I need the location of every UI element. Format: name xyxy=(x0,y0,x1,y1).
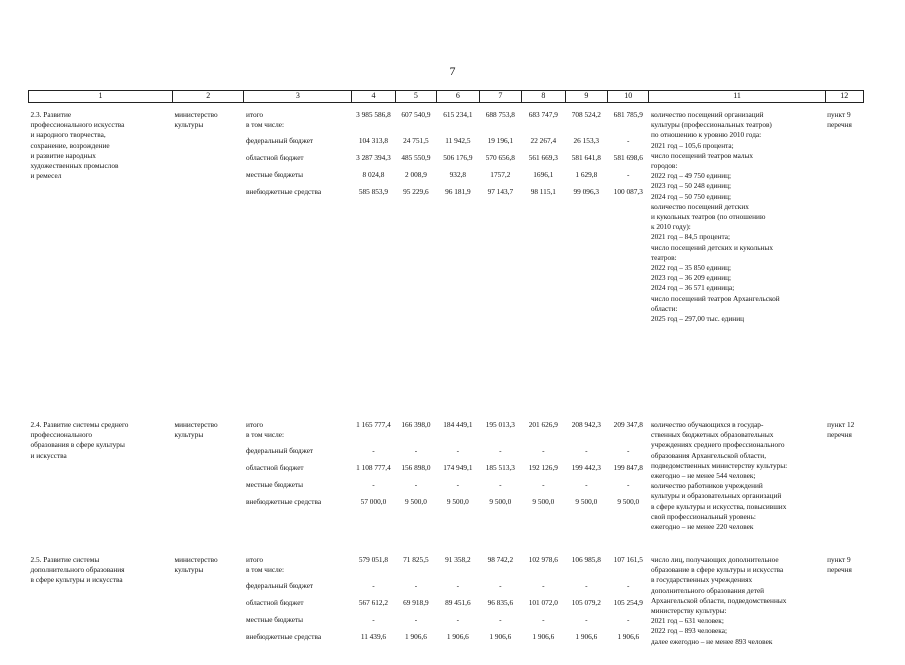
funding-value: 96 181,9 xyxy=(445,187,471,196)
funding-value: - xyxy=(627,615,630,624)
funding-value: 101 072,0 xyxy=(528,598,558,607)
funding-source: итого в том числе: xyxy=(245,110,285,130)
column-number: 3 xyxy=(244,91,352,103)
funding-source: внебюджетные средства xyxy=(245,187,322,196)
funding-value: 581 698,6 xyxy=(613,153,643,162)
funding-value: 209 347,8 xyxy=(613,420,643,429)
funding-value: - xyxy=(585,480,588,489)
funding-value: 199 442,3 xyxy=(571,463,601,472)
funding-value: - xyxy=(585,615,588,624)
funding-value: - xyxy=(627,446,630,455)
funding-value: - xyxy=(414,581,418,590)
target-indicator: число лиц, получающих дополнительное образование в сфере культуры и искусства в государственных учреждениях дополнительного образования детей Архангельской области, подведомственных министерству культуры: 2021 год – 631 человек; 2022 год – 893 человека; далее ежегодно – не менее 893 человек xyxy=(650,555,787,646)
funding-value: 26 153,3 xyxy=(573,136,600,145)
funding-value: - xyxy=(542,446,545,455)
funding-value: 1 906,6 xyxy=(532,632,555,641)
funding-source: внебюджетные средства xyxy=(245,632,322,641)
funding-value: - xyxy=(542,480,545,489)
funding-value: 1757,2 xyxy=(490,170,511,179)
program-table xyxy=(28,90,864,665)
target-indicator: количество обучающихся в государ- ственных бюджетных образовательных учреждениях среднего профессионального образования Архангельской области, подведомственных министерству культуры: ежегодно – не менее 544 человек; количество работников учреждений культуры и образовательных организаций в сфере культуры и искусства, повысивших свой профессиональный уровень: ежегодно – не менее 220 человек xyxy=(650,420,788,532)
section-spacer-cell xyxy=(29,103,864,111)
funding-value: 1 906,6 xyxy=(489,632,512,641)
funding-value: 681 785,9 xyxy=(613,110,643,119)
section-spacer-cell xyxy=(29,413,864,420)
funding-value: - xyxy=(627,170,630,179)
funding-source: итого в том числе: xyxy=(245,420,285,440)
funding-value: 9 500,0 xyxy=(404,497,427,506)
funding-value: 96 835,6 xyxy=(487,598,514,607)
funding-value: 156 898,0 xyxy=(401,463,431,472)
funding-value: 91 358,2 xyxy=(445,555,471,564)
funding-value: 9 500,0 xyxy=(489,497,512,506)
funding-value: - xyxy=(627,136,630,145)
funding-value: 1 165 777,4 xyxy=(356,420,391,429)
column-number: 1 xyxy=(29,91,173,103)
funding-value: 570 656,8 xyxy=(485,153,515,162)
funding-value: 607 540,9 xyxy=(401,110,431,119)
funding-value: 9 500,0 xyxy=(617,497,640,506)
funding-value: 24 751,5 xyxy=(403,136,429,145)
funding-value: 1 906,6 xyxy=(404,632,427,641)
table-row xyxy=(29,110,864,133)
funding-value: 9 500,0 xyxy=(532,497,555,506)
section-spacer xyxy=(29,548,864,555)
funding-value: 99 096,3 xyxy=(573,187,600,196)
funding-value: 581 641,8 xyxy=(571,153,601,162)
funding-value: 100 087,3 xyxy=(613,187,643,196)
funding-value: - xyxy=(627,581,630,590)
funding-value: 107 161,5 xyxy=(613,555,643,564)
funding-source: местные бюджеты xyxy=(245,170,304,179)
funding-source: областной бюджет xyxy=(245,598,304,607)
funding-source: областной бюджет xyxy=(245,153,304,162)
funding-value: - xyxy=(414,480,418,489)
funding-value: 102 978,6 xyxy=(528,555,558,564)
funding-value: 932,8 xyxy=(449,170,467,179)
funding-value: - xyxy=(542,615,545,624)
activity-name: 2.4. Развитие системы среднего профессионального образования в сфере культуры и искусства xyxy=(30,420,129,460)
funding-source: местные бюджеты xyxy=(245,615,304,624)
page-number: 7 xyxy=(449,64,456,78)
section-spacer xyxy=(29,103,864,111)
executor: министерство культуры xyxy=(174,420,218,440)
funding-source: федеральный бюджет xyxy=(245,446,314,455)
funding-source: внебюджетные средства xyxy=(245,497,322,506)
funding-value: 561 669,3 xyxy=(528,153,558,162)
activity-name: 2.3. Развитие профессионального искусства и народного творчества, сохранение, возрождение и развитие народных художественных промыслов и ремесел xyxy=(30,110,125,181)
funding-value: 201 626,9 xyxy=(528,420,558,429)
funding-source: федеральный бюджет xyxy=(245,581,314,590)
funding-value: - xyxy=(585,446,588,455)
section-spacer-cell xyxy=(29,548,864,555)
funding-value: 1696,1 xyxy=(533,170,554,179)
funding-value: 485 550,9 xyxy=(401,153,431,162)
funding-value: 9 500,0 xyxy=(575,497,598,506)
funding-value: 567 612,2 xyxy=(358,598,389,607)
funding-value: 195 013,3 xyxy=(485,420,515,429)
funding-value: 11 439,6 xyxy=(360,632,387,641)
column-number: 5 xyxy=(395,91,436,103)
funding-value: 199 847,8 xyxy=(613,463,643,472)
column-number: 11 xyxy=(649,91,825,103)
funding-value: 104 313,8 xyxy=(358,136,389,145)
column-number: 7 xyxy=(479,91,521,103)
funding-value: 8 024,8 xyxy=(362,170,385,179)
funding-value: - xyxy=(499,446,502,455)
funding-value: 9 500,0 xyxy=(446,497,469,506)
funding-value: 3 985 586,8 xyxy=(356,110,391,119)
funding-value: - xyxy=(456,615,460,624)
funding-value: - xyxy=(456,446,460,455)
funding-value: 579 051,8 xyxy=(358,555,389,564)
funding-value: - xyxy=(499,581,502,590)
funding-value: 98 115,1 xyxy=(530,187,556,196)
table-row xyxy=(29,420,864,443)
funding-value: - xyxy=(456,480,460,489)
funding-value: - xyxy=(414,446,418,455)
funding-value: 2 008,9 xyxy=(404,170,427,179)
funding-value: - xyxy=(372,615,375,624)
executor: министерство культуры xyxy=(174,555,218,575)
funding-source: итого в том числе: xyxy=(245,555,285,575)
funding-value: 184 449,1 xyxy=(443,420,473,429)
target-indicator: количество посещений организаций культуры (профессиональных театров) по отношению к уровню 2010 года: 2021 год – 105,6 процента; число посещений театров малых городов: 2022 год – 49 750 единиц; 2023 год – 50 248 единиц; 2024 год – 50 750 единиц; количество посещений детских и кукольных театров (по отношению к 2010 году): 2021 год – 84,5 процента; число посещений детских и кукольных театров: 2022 год – 35 850 единиц; 2023 год – 36 209 единиц; 2024 год – 36 571 единица; число посещений театров Архангельской области: 2025 год – 297,00 тыс. единиц xyxy=(650,110,780,324)
executor: министерство культуры xyxy=(174,110,218,130)
funding-value: 1 906,6 xyxy=(575,632,598,641)
funding-value: 1 906,6 xyxy=(446,632,469,641)
funding-value: 71 825,5 xyxy=(403,555,429,564)
list-reference: пункт 9 перечня xyxy=(827,110,852,130)
funding-value: 97 143,7 xyxy=(487,187,514,196)
funding-value: - xyxy=(456,581,460,590)
funding-source: областной бюджет xyxy=(245,463,304,472)
funding-value: 105 254,9 xyxy=(613,598,643,607)
funding-value: - xyxy=(372,480,375,489)
funding-value: 1 108 777,4 xyxy=(356,463,391,472)
funding-value: - xyxy=(585,581,588,590)
funding-value: 89 451,6 xyxy=(445,598,471,607)
funding-value: 3 287 394,3 xyxy=(356,153,391,162)
funding-value: 192 126,9 xyxy=(528,463,558,472)
funding-value: 174 949,1 xyxy=(443,463,473,472)
funding-value: 1 906,6 xyxy=(617,632,640,641)
funding-value: 683 747,9 xyxy=(528,110,558,119)
funding-value: 95 229,6 xyxy=(403,187,429,196)
list-reference: пункт 9 перечня xyxy=(827,555,852,575)
funding-value: - xyxy=(414,615,418,624)
column-number-row xyxy=(29,91,864,103)
funding-value: 708 524,2 xyxy=(571,110,601,119)
funding-value: 208 942,3 xyxy=(571,420,601,429)
table-row xyxy=(29,555,864,578)
funding-value: 688 753,8 xyxy=(485,110,515,119)
column-number: 10 xyxy=(608,91,649,103)
funding-value: - xyxy=(372,446,375,455)
funding-value: 585 853,9 xyxy=(358,187,389,196)
funding-value: 22 267,4 xyxy=(530,136,557,145)
list-reference: пункт 12 перечня xyxy=(827,420,855,440)
funding-value: 106 985,8 xyxy=(571,555,601,564)
column-number: 9 xyxy=(565,91,607,103)
funding-value: 105 079,2 xyxy=(571,598,601,607)
funding-value: - xyxy=(372,581,375,590)
column-number: 12 xyxy=(825,91,863,103)
activity-name: 2.5. Развитие системы дополнительного образования в сфере культуры и искусства xyxy=(30,555,125,585)
column-number: 8 xyxy=(522,91,566,103)
section-spacer xyxy=(29,413,864,420)
funding-source: федеральный бюджет xyxy=(245,136,314,145)
column-number: 6 xyxy=(437,91,479,103)
funding-value: - xyxy=(627,480,630,489)
funding-value: 98 742,2 xyxy=(487,555,514,564)
funding-value: 166 398,0 xyxy=(401,420,431,429)
funding-value: - xyxy=(499,615,502,624)
funding-value: 1 629,8 xyxy=(575,170,598,179)
column-number: 4 xyxy=(352,91,396,103)
funding-value: 11 942,5 xyxy=(445,136,471,145)
funding-value: - xyxy=(499,480,502,489)
column-number: 2 xyxy=(173,91,244,103)
funding-value: 57 000,0 xyxy=(360,497,387,506)
funding-source: местные бюджеты xyxy=(245,480,304,489)
funding-value: - xyxy=(542,581,545,590)
funding-value: 615 234,1 xyxy=(443,110,473,119)
funding-value: 19 196,1 xyxy=(487,136,514,145)
funding-value: 506 176,9 xyxy=(443,153,473,162)
funding-value: 185 513,3 xyxy=(485,463,515,472)
funding-value: 69 918,9 xyxy=(403,598,429,607)
